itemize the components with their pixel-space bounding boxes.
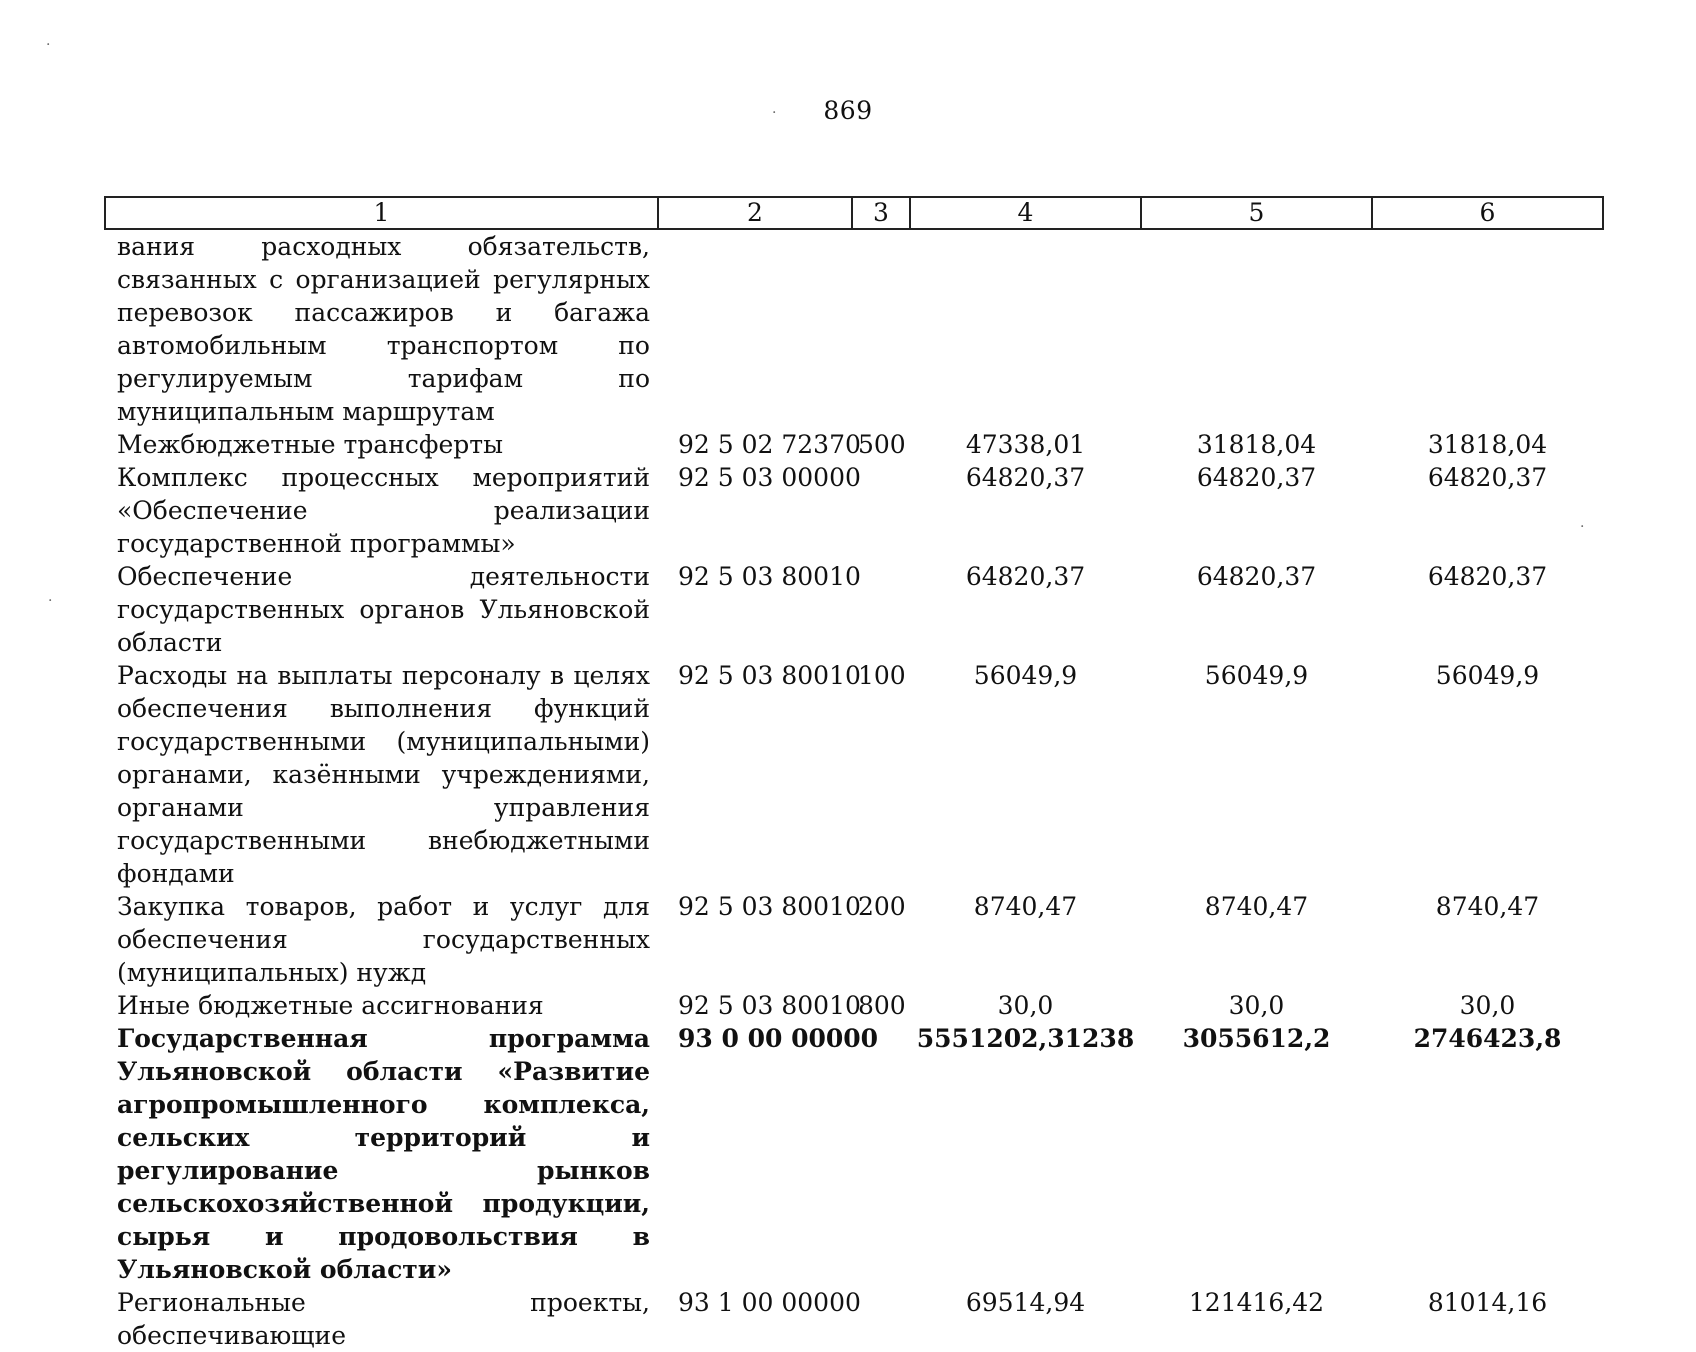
row-expense-type: 100	[858, 661, 906, 690]
scan-speck: ·	[46, 37, 51, 53]
row-name: Межбюджетные трансферты	[117, 430, 504, 459]
row-name: Обеспечение деятельности государственных органов Ульяновской области	[117, 562, 650, 657]
table-row	[105, 659, 1603, 890]
row-code: 92 5 03 00000	[678, 463, 861, 492]
row-expense-type: 500	[858, 430, 906, 459]
table-row	[105, 229, 1603, 428]
row-value-5: 56049,9	[1204, 661, 1309, 690]
row-value-5: 3055612,2	[1182, 1024, 1331, 1053]
column-header-6: 6	[1372, 197, 1603, 229]
page-number: 869	[823, 96, 873, 125]
table-row	[105, 560, 1603, 659]
row-value-5: 121416,42	[1188, 1288, 1325, 1317]
row-value-4: 5551202,31238	[916, 1024, 1135, 1053]
column-header-1: 1	[105, 197, 658, 229]
row-expense-type: 200	[858, 892, 906, 921]
row-value-4: 69514,94	[965, 1288, 1086, 1317]
row-expense-type	[852, 229, 910, 428]
row-code: 92 5 03 80010	[678, 661, 861, 690]
row-value-5	[1141, 229, 1372, 428]
budget-table-container	[104, 196, 1602, 1352]
row-value-4: 30,0	[997, 991, 1054, 1020]
row-code: 93 0 00 00000	[678, 1024, 879, 1053]
row-value-6: 31818,04	[1427, 430, 1548, 459]
row-code: 92 5 03 80010	[678, 892, 861, 921]
row-value-6: 30,0	[1459, 991, 1516, 1020]
row-value-5: 30,0	[1228, 991, 1285, 1020]
table-header-row	[105, 197, 1603, 229]
table-row	[105, 890, 1603, 989]
row-name: Комплекс процессных мероприятий «Обеспечение реализации государственной программы»	[117, 463, 650, 558]
table-row-program	[105, 1022, 1603, 1286]
column-header-2: 2	[658, 197, 852, 229]
table-row	[105, 461, 1603, 560]
row-name: Расходы на выплаты персоналу в целях обеспечения выполнения функций государственными (муниципальными) органами, казёнными учреждениями, органами управления государственными внебюджетными фондами	[117, 661, 650, 888]
row-value-5: 8740,47	[1204, 892, 1309, 921]
row-code: 92 5 02 72370	[678, 430, 861, 459]
row-expense-type	[852, 1022, 910, 1286]
row-value-6: 56049,9	[1435, 661, 1540, 690]
table-row	[105, 428, 1603, 461]
row-value-4: 56049,9	[973, 661, 1078, 690]
row-value-6: 8740,47	[1435, 892, 1540, 921]
table-body	[105, 229, 1603, 1352]
table-row	[105, 1286, 1603, 1352]
table-row	[105, 989, 1603, 1022]
row-code: 93 1 00 00000	[678, 1288, 861, 1317]
row-value-6: 2746423,8	[1413, 1024, 1562, 1053]
row-value-5: 31818,04	[1196, 430, 1317, 459]
row-expense-type: 800	[858, 991, 906, 1020]
budget-table	[104, 196, 1604, 1352]
row-name: Региональные проекты, обеспечивающие	[117, 1288, 650, 1350]
row-name: вания расходных обязательств, связанных с организацией регулярных перевозок пассажиров и багажа автомобильным транспортом по регулируемым тарифам по муниципальным маршрутам	[117, 232, 650, 426]
row-value-6	[1372, 229, 1603, 428]
column-header-5: 5	[1141, 197, 1372, 229]
scan-speck: ·	[1580, 519, 1585, 535]
row-value-4	[910, 229, 1141, 428]
row-value-6: 81014,16	[1427, 1288, 1548, 1317]
row-value-4: 64820,37	[965, 562, 1086, 591]
scan-speck: ·	[48, 593, 53, 609]
row-value-4: 8740,47	[973, 892, 1078, 921]
scan-speck: ·	[772, 105, 777, 121]
row-name: Иные бюджетные ассигнования	[117, 991, 544, 1020]
row-value-4: 64820,37	[965, 463, 1086, 492]
row-value-4: 47338,01	[965, 430, 1086, 459]
column-header-3: 3	[852, 197, 910, 229]
row-value-6: 64820,37	[1427, 463, 1548, 492]
row-code: 92 5 03 80010	[678, 991, 861, 1020]
row-code: 92 5 03 80010	[678, 562, 861, 591]
row-value-5: 64820,37	[1196, 562, 1317, 591]
row-value-5: 64820,37	[1196, 463, 1317, 492]
row-code	[658, 229, 852, 428]
row-name: Государственная программа Ульяновской области «Развитие агропромышленного комплекса, сельских территорий и регулирование рынков сельскохозяйственной продукции, сырья и продовольствия в Ульяновской области»	[117, 1024, 650, 1284]
row-value-6: 64820,37	[1427, 562, 1548, 591]
column-header-4: 4	[910, 197, 1141, 229]
row-name: Закупка товаров, работ и услуг для обеспечения государственных (муниципальных) нужд	[117, 892, 650, 987]
